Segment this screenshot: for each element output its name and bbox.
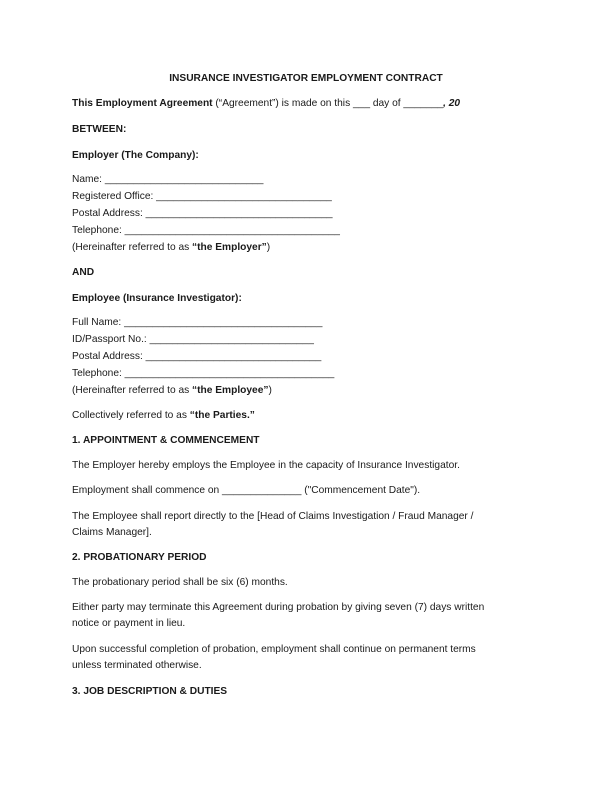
paragraph-line: unless terminated otherwise. xyxy=(72,660,202,671)
section-heading: 2. PROBATIONARY PERIOD xyxy=(72,552,207,563)
paragraph-line: Claims Manager]. xyxy=(72,527,152,538)
employee-telephone-field: Telephone: _____________________________________ xyxy=(72,368,335,379)
employer-heading: Employer (The Company): xyxy=(72,150,199,161)
employee-fullname-field: Full Name: ___________________________________ xyxy=(72,317,323,328)
paragraph-line: The probationary period shall be six (6) months. xyxy=(72,577,288,588)
paragraph-line: Upon successful completion of probation, employment shall continue on permanent terms xyxy=(72,644,476,655)
employer-name-field: Name: ____________________________ xyxy=(72,174,264,185)
employer-postal-field: Postal Address: _________________________________ xyxy=(72,208,333,219)
collective-line xyxy=(72,409,255,422)
employer-reference xyxy=(72,241,270,254)
employer-ref-prefix: (Hereinafter referred to as xyxy=(72,242,193,253)
paragraph-line: Employment shall commence on ______________ ("Commencement Date"). xyxy=(72,485,421,496)
employer-ref-term: “the Employer” xyxy=(192,242,267,253)
employee-reference xyxy=(72,384,272,397)
intro-line xyxy=(72,97,460,110)
employer-ref-suffix: ) xyxy=(266,242,271,253)
paragraph-line: Either party may terminate this Agreement during probation by giving seven (7) days written xyxy=(72,602,485,613)
paragraph-line: notice or payment in lieu. xyxy=(72,618,186,629)
and-label: AND xyxy=(72,267,95,278)
section-heading: 3. JOB DESCRIPTION & DUTIES xyxy=(72,686,228,697)
intro-lead: This Employment Agreement xyxy=(72,98,213,109)
employee-postal-field: Postal Address: _______________________________ xyxy=(72,351,322,362)
document-title: INSURANCE INVESTIGATOR EMPLOYMENT CONTRACT xyxy=(169,73,443,84)
employee-ref-prefix: (Hereinafter referred to as xyxy=(72,385,193,396)
paragraph-line: The Employer hereby employs the Employee in the capacity of Insurance Investigator. xyxy=(72,460,460,471)
employee-ref-suffix: ) xyxy=(268,385,272,396)
paragraph-line: The Employee shall report directly to the [Head of Claims Investigation / Fraud Manager / xyxy=(72,511,474,522)
employer-telephone-field: Telephone: ______________________________________ xyxy=(72,225,340,236)
intro-year: , 20 xyxy=(443,98,461,109)
employee-ref-term: “the Employee” xyxy=(192,385,269,396)
section-heading: 1. APPOINTMENT & COMMENCEMENT xyxy=(72,435,260,446)
employer-office-field: Registered Office: _______________________________ xyxy=(72,191,332,202)
collective-term: “the Parties.” xyxy=(189,410,255,421)
employee-id-field: ID/Passport No.: _____________________________ xyxy=(72,334,314,345)
intro-rest: (“Agreement”) is made on this ___ day of _______ xyxy=(212,98,444,109)
employee-heading: Employee (Insurance Investigator): xyxy=(72,293,242,304)
collective-prefix: Collectively referred to as xyxy=(72,410,190,421)
between-label: BETWEEN: xyxy=(72,124,127,135)
